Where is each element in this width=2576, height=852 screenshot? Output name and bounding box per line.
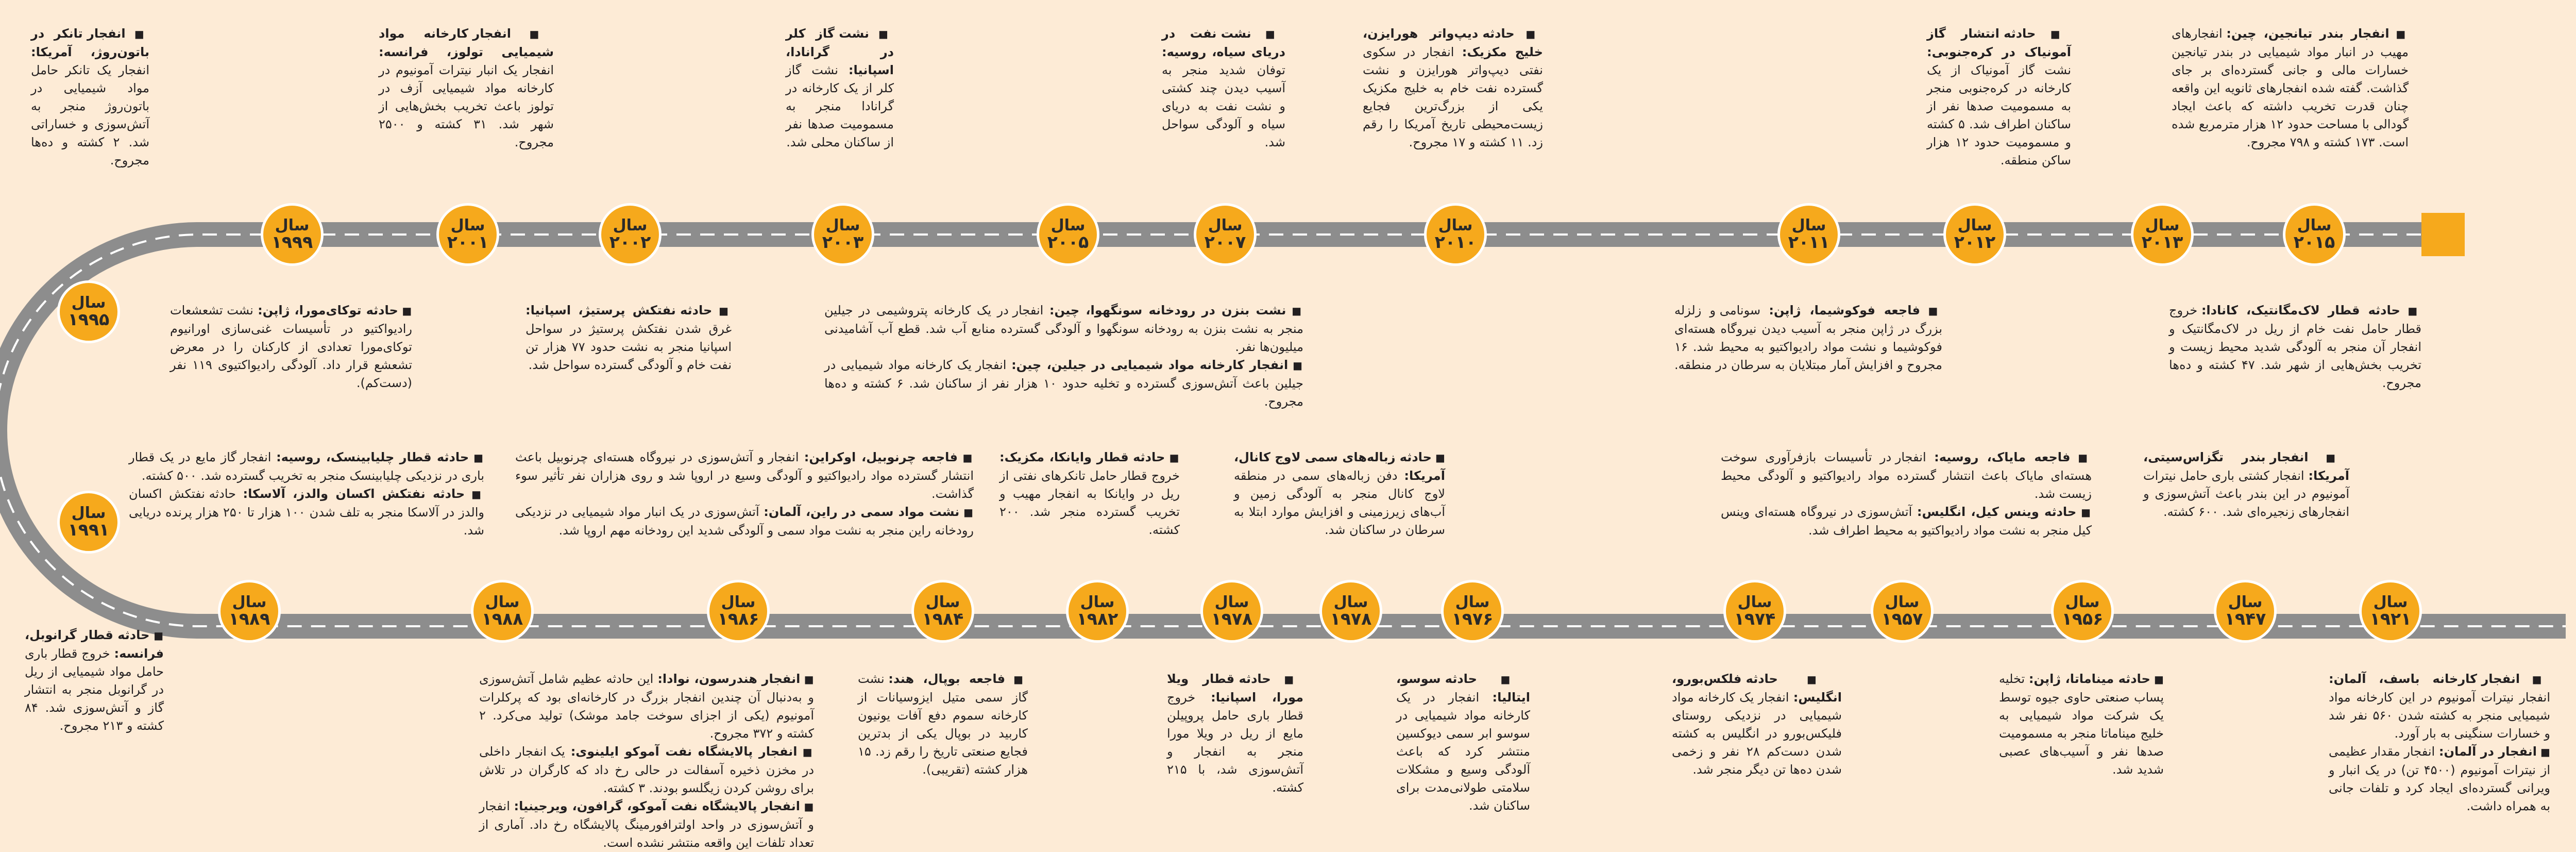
year-badge-1978-a: سال ۱۹۷۸ (1200, 580, 1263, 643)
year-badge-2015: سال ۲۰۱۵ (2283, 203, 2346, 266)
year-badge-2007: سال ۲۰۰۷ (1194, 203, 1257, 266)
event-2015: ■ انفجار بندر تیانجین، چین: انفجارهای مهیب در انبار مواد شیمیایی در بندر تیانجین خسارات مالی و جانی گسترده‌ای بر جای گذاشت. گفته شده انفجارهای ثانویه این واقعه چنان قدرت تخریب داشته که باعث ایجاد گودالی با مساحت حدود ۱۲ هزار مترمربع شده است. ۱۷۳ کشته و ۷۹۸ مجروح. (2172, 25, 2409, 152)
event-1957: ■ فاجعه مایاک، روسیه: انفجار در تأسیسات بازفرآوری سوخت هسته‌ای مایاک باعث انتشار گسترده مواد رادیواکتیو و آلودگی محیط زیست شد. ■ حادثه وینس کیل، انگلیس: آتش‌سوزی در نیروگاه هسته‌ای وینس کیل منجر به نشت مواد رادیواکتیو به محیط اطراف شد. (1721, 448, 2092, 540)
event-2001: ■ انفجار کارخانه مواد شیمیایی تولوز، فرانسه: انفجار یک انبار نیترات آمونیوم در کارخانه مواد شیمیایی آزف در تولوز باعث تخریب بخش‌هایی از شهر شد. ۳۱ کشته و ۲۵۰۰ مجروح. (379, 25, 554, 152)
year-badge-1986: سال ۱۹۸۶ (707, 580, 770, 643)
year-badge-1956: سال ۱۹۵۶ (2051, 580, 2114, 643)
event-1989: ■ انفجار هندرسون، نوادا: این حادثه عظیم شامل آتش‌سوزی و به‌دنبال آن چندین انفجار بزرگ در کارخانه‌ای بود که پرکلرات آمونیوم (یکی از اجزای سوخت جامد موشک) تولید می‌کرد. ۲ کشته و ۳۷۲ مجروح. ■ انفجار پالایشگاه نفت آموکو ایلینوی: یک انفجار داخلی در مخزن ذخیره آسفالت در حالی رخ داد که کارگران در تلاش برای روشن کردن زیگلسو بودند. ۳ کشته. ■ انفجار پالایشگاه نفت آموکو، گرافون، ویرجینیا: انفجار و آتش‌سوزی در واحد اولترافورمینگ پالایشگاه رخ داد. آماری از تعداد تلفات این واقعه منتشر نشده است. (479, 670, 814, 852)
year-badge-1921: سال ۱۹۲۱ (2359, 580, 2422, 643)
event-2005: ■ نشت بنزن در رودخانه سونگهوا، چین: انفجار در یک کارخانه پتروشیمی در جیلین منجر به نشت بنزن به رودخانه سونگهوا و آلودگی گسترده منابع آب شد. قطع آب آشامیدنی میلیون‌ها نفر. ■ انفجار کارخانه مواد شیمیایی در جیلین، چین: انفجار یک کارخانه مواد شیمیایی در جیلین باعث آتش‌سوزی گسترده و تخلیه حدود ۱۰ هزار نفر از ساکنان شد. ۶ کشته و ده‌ها مجروح. (824, 302, 1303, 411)
year-badge-1989: سال ۱۹۸۹ (218, 580, 281, 643)
year-badge-2003: سال ۲۰۰۳ (811, 203, 874, 266)
event-1956: ■ حادثه میناماتا، ژاپن: تخلیه پساب صنعتی حاوی جیوه توسط یک شرکت مواد شیمیایی به خلیج میناماتا منجر به مسمومیت صدها نفر و آسیب‌های عصبی شدید شد. (1999, 670, 2164, 779)
event-2012: ■ حادثه انتشار گاز آمونیاک در کره‌جنوبی: نشت گاز آمونیاک از یک کارخانه در کره‌جنوبی منجر به مسمومیت صدها نفر از ساکنان اطراف شد. ۵ کشته و مسمومیت حدود ۱۲ هزار ساکن منطقه. (1927, 25, 2071, 170)
year-badge-1999: سال ۱۹۹۹ (261, 203, 324, 266)
year-badge-2013: سال ۲۰۱۳ (2131, 203, 2194, 266)
event-2013: ■ حادثه قطار لاک‌مگانتیک، کانادا: خروج قطار حامل نفت خام از ریل در لاک‌مگانتیک و انفجار آن منجر به آلودگی شدید محیط زیست و تخریب بخش‌هایی از شهر شد. ۴۷ کشته و ده‌ها مجروح. (2169, 302, 2421, 392)
event-2007: ■ نشت نفت در دریای سیاه، روسیه: توفان شدید منجر به آسیب دیدن چند کشتی و نشت نفت به دریای سیاه و آلودگی سواحل شد. (1162, 25, 1285, 152)
timeline-end-marker (2421, 213, 2465, 256)
year-badge-1974: سال ۱۹۷۴ (1723, 580, 1786, 643)
event-1986: ■ فاجعه چرنوبیل، اوکراین: انفجار و آتش‌سوزی در نیروگاه هسته‌ای چرنوبیل باعث انتشار گسترده مواد رادیواکتیو و آلودگی وسیع در اروپا شد و روی هزاران نفر تأثیر سوء گذاشت. ■ نشت مواد سمی در راین، آلمان: آتش‌سوزی در یک انبار مواد شیمیایی در نزدیکی رودخانه راین منجر به نشت مواد سمی و آلودگی شدید این رودخانه مهم اروپا شد. (515, 448, 974, 540)
year-badge-2002: سال ۲۰۰۲ (599, 203, 662, 266)
year-badge-1978-b: سال ۱۹۷۸ (1319, 580, 1382, 643)
year-badge-1947: سال ۱۹۴۷ (2214, 580, 2277, 643)
event-1976: ■ حادثه سوسو، ایتالیا: انفجار در یک کارخانه مواد شیمیایی در سوسو ابر سمی دیوکسین منتشر کرد که باعث آلودگی وسیع و مشکلات سلامتی طولانی‌مدت برای ساکنان شد. (1396, 670, 1530, 815)
event-1984: ■ فاجعه بوپال، هند: نشت گاز سمی متیل ایزوسیانات از کارخانه سموم دفع آفات یونیون کاربید در بوپال یکی از بدترین فجایع صنعتی تاریخ را رقم زد. ۱۵ هزار کشته (تقریبی). (858, 670, 1028, 779)
year-badge-1984: سال ۱۹۸۴ (911, 580, 974, 643)
year-badge-1957: سال ۱۹۵۷ (1871, 580, 1934, 643)
event-1999: ■ حادثه توکای‌مورا، ژاپن: نشت تشعشعات رادیواکتیو در تأسیسات غنی‌سازی اورانیوم توکای‌مورا تعدادی از کارکنان را در معرض تشعشع قرار داد. آلودگی رادیواکتیوی ۱۱۹ نفر (دست‌کم). (170, 302, 412, 392)
event-1982: ■ حادثه قطار وایانکا، مکزیک: خروج قطار حامل تانکرهای نفتی از ریل در وایانکا به انفجار مهیب و تخریب گسترده منجر شد. ۲۰۰ کشته. (999, 448, 1180, 539)
event-1991: ■ حادثه قطار چلیابینسک، روسیه: انفجار گاز مایع در یک قطار باری در نزدیکی چلیابینسک منجر به تخریب گسترده شد. ۵۰۰ کشته. ■ حادثه نفتکش اکسان والدز، آلاسکا: حادثه نفتکش اکسان والدز در آلاسکا منجر به تلف شدن ۱۰۰ هزار تا ۲۵۰ هزار پرنده دریایی شد. (129, 448, 484, 540)
year-badge-1995: سال ۱۹۹۵ (57, 280, 120, 343)
event-1995-grenoble: ■ حادثه قطار گرانوبل، فرانسه: خروج قطار باری حامل مواد شیمیایی از ریل در گرانوبل منجر به انتشار گاز و آتش‌سوزی شد. ۸۴ کشته و ۲۱۳ مجروح. (25, 626, 164, 735)
year-badge-1988: سال ۱۹۸۸ (471, 580, 534, 643)
event-2010: ■ حادثه دیپ‌واتر هورایزن، خلیج مکزیک: انفجار در سکوی نفتی دیپ‌واتر هورایزن و نشت گسترده نفت خام به خلیج مکزیک یکی از بزرگ‌ترین فجایع زیست‌محیطی تاریخ آمریکا را رقم زد. ۱۱ کشته و ۱۷ مجروح. (1363, 25, 1543, 152)
road-asphalt (0, 235, 2566, 626)
event-2011: ■ فاجعه فوکوشیما، ژاپن: سونامی و زلزله بزرگ در ژاپن منجر به آسیب دیدن نیروگاه هسته‌ای فوکوشیما و نشت مواد رادیواکتیو به محیط شد. ۱۶ مجروح و افزایش آمار مبتلایان به سرطان در منطقه. (1674, 302, 1942, 374)
event-1995-baton-rouge: ■ انفجار تانکر در باتون‌روژ، آمریکا: انفجار یک تانکر حامل مواد شیمیایی در باتون‌روژ منجر به آتش‌سوزی و خساراتی شد. ۲ کشته و ده‌ها مجروح. (31, 25, 149, 170)
year-badge-1982: سال ۱۹۸۲ (1066, 580, 1129, 643)
year-badge-2011: سال ۲۰۱۱ (1777, 203, 1840, 266)
event-1921: ■ انفجار کارخانه باسف، آلمان: انفجار نیترات آمونیوم در این کارخانه مواد شیمیایی منجر به کشته شدن ۵۶۰ نفر شد و خسارات سنگینی به بار آورد. ■ انفجار در آلمان: انفجار مقدار عظیمی از نیترات آمونیوم (۴۵۰۰ تن) در یک انبار و ویرانی گسترده‌ای ایجاد کرد و تلفات جانی به همراه داشت. (2329, 670, 2550, 815)
event-1978-villa-mora: ■ حادثه قطار ویلا مورا، اسپانیا: خروج قطار باری حامل پروپیلن مایع از ریل در ویلا مورا منجر به انفجار و آتش‌سوزی شد، با ۲۱۵ کشته. (1167, 670, 1303, 797)
year-badge-2012: سال ۲۰۱۲ (1943, 203, 2006, 266)
event-1974: ■ حادثه فلکس‌بورو، انگلیس: انفجار یک کارخانه مواد شیمیایی در نزدیکی روستای فلیکس‌بورو در انگلیس به کشته شدن دست‌کم ۲۸ نفر و زخمی شدن ده‌ها تن دیگر منجر شد. (1672, 670, 1842, 779)
event-1947: ■ انفجار بندر تگزاس‌سیتی، آمریکا: انفجار کشتی باری حامل نیترات آمونیوم در این بندر باعث آتش‌سوزی و انفجارهای زنجیره‌ای شد. ۶۰۰ کشته. (2143, 448, 2349, 521)
event-1978-love-canal: ■ حادثه زباله‌های سمی لاوج کانال، آمریکا: دفن زباله‌های سمی در منطقه لاوج کانال منجر به آلودگی زمین و آب‌های زیرزمینی و افزایش موارد ابتلا به سرطان در ساکنان شد. (1234, 448, 1445, 539)
year-badge-1976: سال ۱۹۷۶ (1441, 580, 1504, 643)
year-badge-2001: سال ۲۰۰۱ (436, 203, 499, 266)
event-2002: ■ حادثه نفتکش پرستیژ، اسپانیا: غرق شدن نفتکش پرستیژ در سواحل اسپانیا منجر به نشت حدود ۷۷ هزار تن نفت خام و آلودگی گسترده سواحل شد. (526, 302, 732, 374)
year-badge-2010: سال ۲۰۱۰ (1424, 203, 1487, 266)
year-badge-2005: سال ۲۰۰۵ (1037, 203, 1099, 266)
road-dashes (0, 235, 2566, 626)
event-2003: ■ نشت گاز کلر در گرانادا، اسپانیا: نشت گاز کلر از یک کارخانه در گرانادا منجر به مسمومیت صدها نفر از ساکنان محلی شد. (786, 25, 894, 152)
year-badge-1991: سال ۱۹۹۱ (57, 491, 120, 554)
